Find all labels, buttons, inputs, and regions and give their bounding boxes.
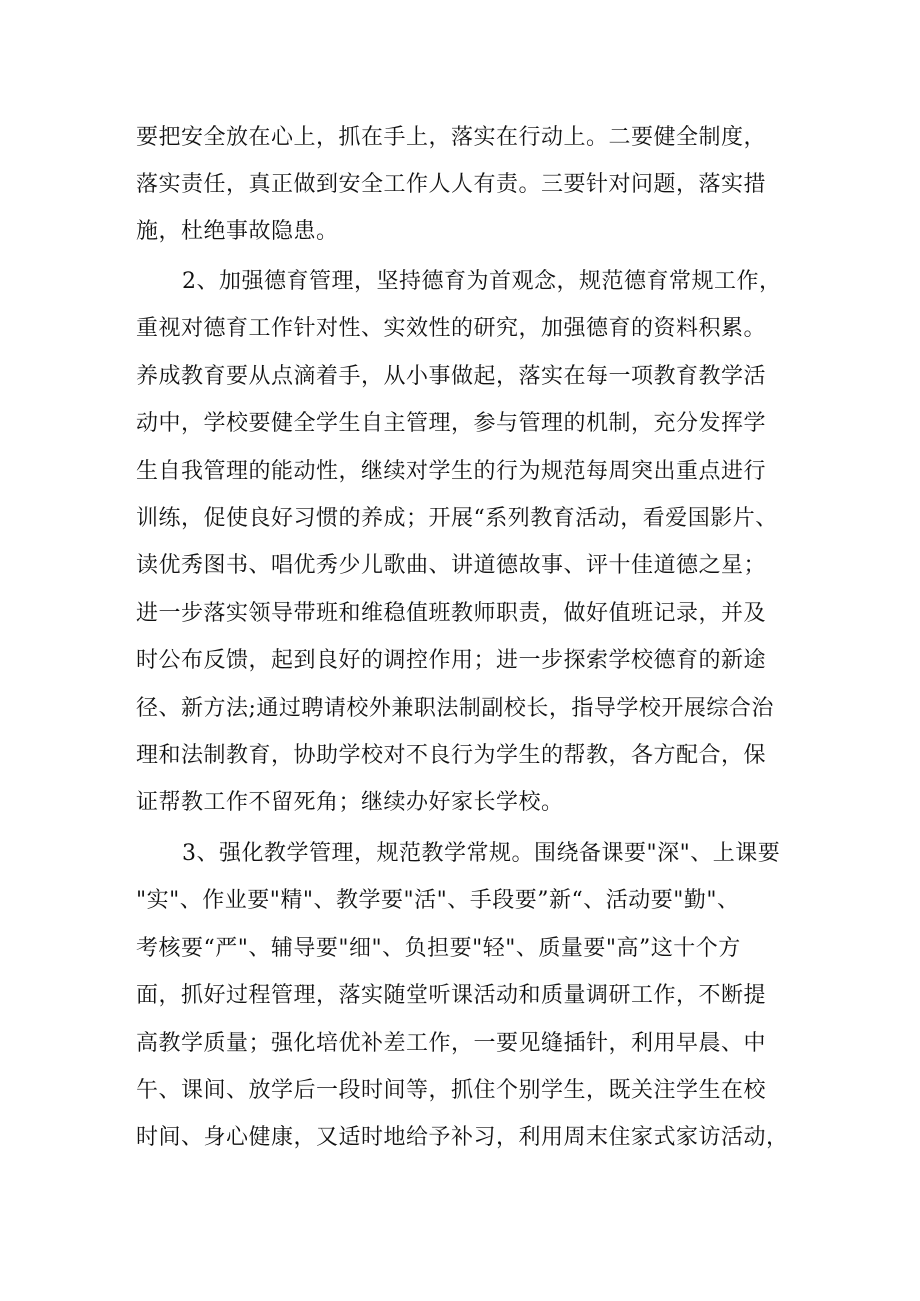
text-line: 重视对德育工作针对性、实效性的研究，加强德育的资料积累。	[136, 316, 767, 341]
text-line: 时间、身心健康，又适时地给予补习，利用周末住家式家访活动，	[136, 1125, 789, 1150]
text-line: 面，抓好过程管理，落实随堂听课活动和质量调研工作，不断提	[136, 983, 767, 1008]
text-line: 训练，促使良好习惯的养成；开展“系列教育活动，看爱国影片、	[136, 506, 778, 531]
paragraph-2-start: 2、加强德育管理，坚持德育为首观念，规范德育常规工作，	[182, 269, 782, 294]
text-line: 证帮教工作不留死角；继续办好家长学校。	[136, 790, 564, 815]
text-line: 午、课间、放学后一段时间等，抓住个别学生，既关注学生在校	[136, 1078, 767, 1103]
text-line: 养成教育要从点滴着手，从小事做起，落实在每一项教育教学活	[136, 364, 767, 389]
text-line: 生自我管理的能动性，继续对学生的行为规范每周突出重点进行	[136, 459, 767, 484]
text-line: 要把安全放在心上，抓在手上，落实在行动上。二要健全制度，	[136, 125, 767, 150]
text-line: 考核要“严"、辅导要"细"、负担要"轻"、质量要"高”这十个方	[136, 936, 741, 961]
text-line: 时公布反馈，起到良好的调控作用；进一步探索学校德育的新途	[136, 648, 767, 673]
text-line: 径、新方法;通过聘请校外兼职法制副校长，指导学校开展综合治	[136, 696, 774, 721]
text-line: 读优秀图书、唱优秀少儿歌曲、讲道德故事、评十佳道德之星；	[136, 553, 767, 578]
text-line: 施，杜绝事故隐患。	[136, 219, 339, 244]
text-line: 动中，学校要健全学生自主管理，参与管理的机制，充分发挥学	[136, 411, 767, 436]
paragraph-3-start: 3、强化教学管理，规范教学常规。围绕备课要"深"、上课要	[182, 841, 781, 866]
text-line: "实"、作业要"精"、教学要"活"、手段要”新“、活动要"勤"、	[136, 888, 740, 913]
text-line: 进一步落实领导带班和维稳值班教师职责，做好值班记录，并及	[136, 601, 767, 626]
text-line: 高教学质量；强化培优补差工作，一要见缝插针，利用早晨、中	[136, 1031, 767, 1056]
text-line: 理和法制教育，协助学校对不良行为学生的帮教，各方配合，保	[136, 743, 767, 768]
text-line: 落实责任，真正做到安全工作人人有责。三要针对问题，落实措	[136, 172, 767, 197]
